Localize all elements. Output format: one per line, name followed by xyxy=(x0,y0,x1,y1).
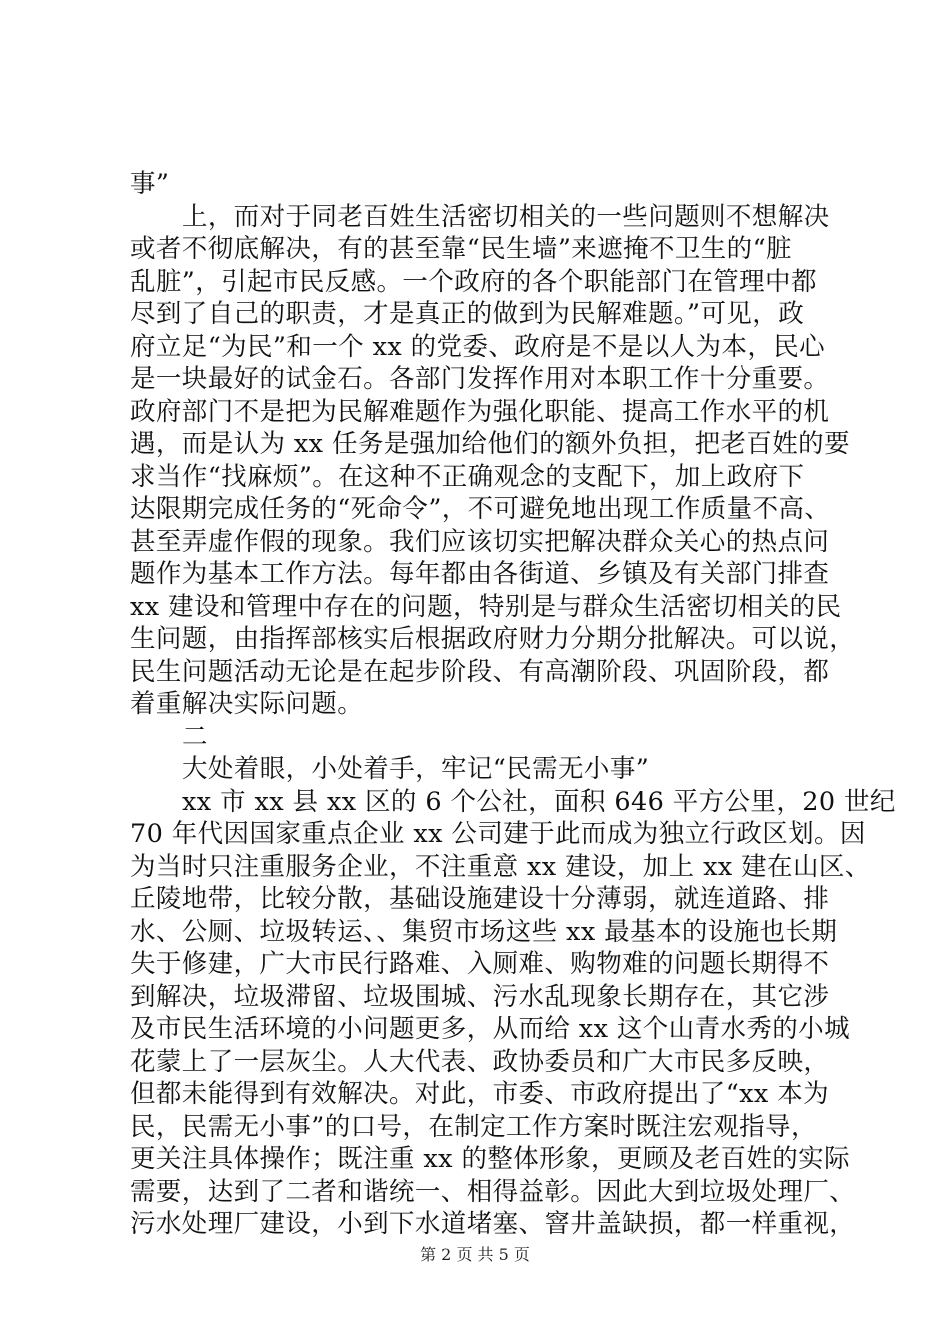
text-line: 或者不彻底解决，有的甚至靠“民生墙”来遮掩不卫生的“脏 xyxy=(130,234,792,264)
text-line: 乱脏”，引起市民反感。一个政府的各个职能部门在管理中都 xyxy=(130,266,817,297)
text-line: 上，而对于同老百姓生活密切相关的一些问题则不想解决 xyxy=(182,201,830,232)
document-body xyxy=(130,168,896,1241)
text-line: 民，民需无小事”的口号，在制定工作方案时既注宏观指导， xyxy=(130,1111,817,1142)
text-line: 事” xyxy=(130,169,170,199)
text-line: 到解决，垃圾滞留、垃圾围城、污水乱现象长期存在，其它涉 xyxy=(130,981,830,1012)
text-line: xx 市 xx 县 xx 区的 6 个公社，面积 646 平方公里，20 世纪 xyxy=(182,786,896,817)
text-line: 失于修建，广大市民行路难、入厕难、购物难的问题长期得不 xyxy=(130,949,830,979)
text-line: 为当时只注重服务企业，不注重意 xx 建设，加上 xx 建在山区、 xyxy=(130,851,871,882)
text-line: 二 xyxy=(182,721,208,752)
text-line: 着重解决实际问题。 xyxy=(130,689,364,719)
text-line: 需要，达到了二者和谐统一、相得益彰。因此大到垃圾处理厂、 xyxy=(130,1176,856,1207)
page-number-footer: 第 2 页 共 5 页 xyxy=(420,1245,530,1264)
text-line: 丘陵地带，比较分散，基础设施建设十分薄弱，就连道路、排 xyxy=(130,884,830,914)
text-line: 70 年代因国家重点企业 xx 公司建于此而成为独立行政区划。因 xyxy=(130,819,866,849)
text-line: 尽到了自己的职责，才是真正的做到为民解难题。”可见，政 xyxy=(130,299,805,329)
text-line: 是一块最好的试金石。各部门发挥作用对本职工作十分重要。 xyxy=(130,364,830,394)
text-line: 达限期完成任务的“死命令”，不可避免地出现工作质量不高、 xyxy=(130,494,831,524)
text-line: 遇，而是认为 xx 任务是强加给他们的额外负担，把老百姓的要 xyxy=(130,429,850,459)
text-line: 政府部门不是把为民解难题作为强化职能、提高工作水平的机 xyxy=(130,396,830,427)
text-line: 求当作“找麻烦”。在这种不正确观念的支配下，加上政府下 xyxy=(130,461,805,492)
text-line: 甚至弄虚作假的现象。我们应该切实把解决群众关心的热点问 xyxy=(130,526,830,557)
text-line: 及市民生活环境的小问题更多，从而给 xx 这个山青水秀的小城 xyxy=(130,1014,850,1044)
text-line: 大处着眼，小处着手，牢记“民需无小事” xyxy=(182,754,650,784)
text-line: 题作为基本工作方法。每年都由各街道、乡镇及有关部门排查 xyxy=(130,559,830,589)
text-line: xx 建设和管理中存在的问题，特别是与群众生活密切相关的民 xyxy=(130,591,842,622)
text-line: 花蒙上了一层灰尘。人大代表、政协委员和广大市民多反映， xyxy=(130,1046,830,1077)
text-line: 但都未能得到有效解决。对此，市委、市政府提出了“xx 本为 xyxy=(130,1079,830,1109)
text-line: 府立足“为民”和一个 xx 的党委、政府是不是以人为本，民心 xyxy=(130,331,826,362)
text-line: 更关注具体操作；既注重 xx 的整体形象，更顾及老百姓的实际 xyxy=(130,1144,850,1174)
text-line: 生问题，由指挥部核实后根据政府财力分期分批解决。可以说， xyxy=(130,624,856,654)
text-line: 污水处理厂建设，小到下水道堵塞、窨井盖缺损，都一样重视， xyxy=(130,1209,856,1239)
text-line: 民生问题活动无论是在起步阶段、有高潮阶段、巩固阶段，都 xyxy=(130,656,830,687)
text-line: 水、公厕、垃圾转运、、集贸市场这些 xx 最基本的设施也长期 xyxy=(130,916,838,947)
